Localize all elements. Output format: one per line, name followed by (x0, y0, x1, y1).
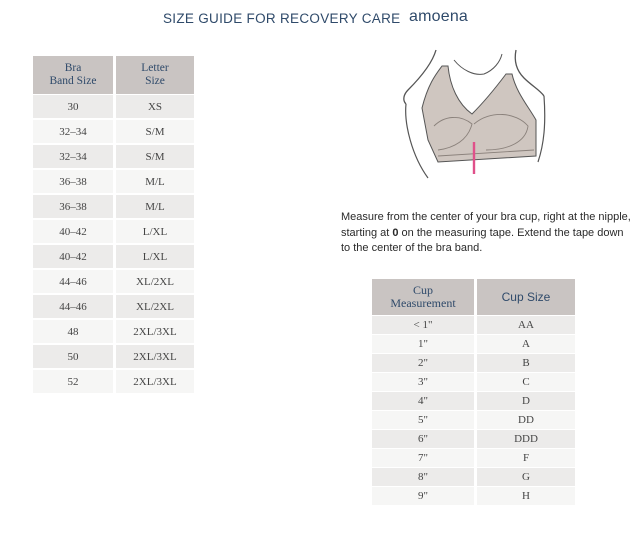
table-row (33, 195, 194, 220)
band-cell-first: 32–34 (33, 145, 116, 170)
band-cell-first: 48 (33, 320, 116, 345)
cup-cell-first: 2" (372, 354, 477, 373)
table-row (33, 320, 194, 345)
cup-cell-second: AA (477, 316, 575, 335)
band-cell-second: 2XL/3XL (116, 345, 194, 370)
cup-cell-first: 7" (372, 449, 477, 468)
band-cell-first: 52 (33, 370, 116, 395)
table-row (33, 220, 194, 245)
band-cell-second: S/M (116, 120, 194, 145)
neckline-outline (454, 54, 502, 74)
band-cell-first: 36–38 (33, 195, 116, 220)
band-cell-second: S/M (116, 145, 194, 170)
table-row (33, 295, 194, 320)
table-row (372, 487, 575, 506)
page-header (0, 10, 640, 30)
band-size-header: Bra Band Size (33, 56, 116, 95)
letter-size-header: Letter Size (116, 56, 194, 95)
band-cell-first: 44–46 (33, 295, 116, 320)
cup-table-body (372, 316, 575, 506)
table-row (33, 245, 194, 270)
instructions-text-2: on the measuring tape. Extend the tape down to the center of the bra band. (341, 226, 624, 254)
table-row (33, 145, 194, 170)
table-row (372, 335, 575, 354)
cup-cell-second: DDD (477, 430, 575, 449)
cup-measurement-header: Cup Measurement (372, 279, 477, 316)
band-cell-second: L/XL (116, 220, 194, 245)
table-row (372, 430, 575, 449)
cup-cell-second: C (477, 373, 575, 392)
band-cell-second: XL/2XL (116, 295, 194, 320)
cup-cell-first: 3" (372, 373, 477, 392)
bra-body (422, 66, 536, 162)
cup-cell-second: F (477, 449, 575, 468)
table-row (372, 468, 575, 487)
cup-cell-second: A (477, 335, 575, 354)
table-row (33, 370, 194, 395)
band-size-table (33, 56, 194, 395)
band-cell-first: 36–38 (33, 170, 116, 195)
page-title: SIZE GUIDE FOR RECOVERY CARE (163, 11, 401, 26)
instructions-zero: 0 (392, 226, 399, 239)
band-table-header-row (33, 56, 194, 95)
band-cell-second: XS (116, 95, 194, 120)
band-cell-first: 40–42 (33, 220, 116, 245)
shoulder-outline-right (515, 50, 544, 96)
cup-cell-first: 1" (372, 335, 477, 354)
band-cell-second: 2XL/3XL (116, 370, 194, 395)
table-row (33, 270, 194, 295)
table-row (372, 373, 575, 392)
cup-cell-first: 8" (372, 468, 477, 487)
band-table-body (33, 95, 194, 395)
table-row (33, 120, 194, 145)
cup-table-header-row (372, 279, 575, 316)
band-cell-first: 32–34 (33, 120, 116, 145)
band-cell-second: M/L (116, 170, 194, 195)
band-cell-first: 44–46 (33, 270, 116, 295)
band-cell-first: 40–42 (33, 245, 116, 270)
table-row (372, 449, 575, 468)
band-cell-second: 2XL/3XL (116, 320, 194, 345)
band-cell-first: 30 (33, 95, 116, 120)
cup-cell-first: 9" (372, 487, 477, 506)
cup-size-header: Cup Size (477, 279, 575, 316)
table-row (372, 411, 575, 430)
cup-cell-first: 5" (372, 411, 477, 430)
measurement-instructions (341, 210, 631, 257)
cup-size-table (372, 279, 575, 506)
table-row (33, 95, 194, 120)
instructions-text-1: Measure from the center of your bra cup, right at the nipple, starting at (341, 211, 631, 239)
table-row (33, 170, 194, 195)
brand-logo: amoena (409, 8, 469, 25)
cup-cell-second: H (477, 487, 575, 506)
table-row (33, 345, 194, 370)
band-cell-second: XL/2XL (116, 270, 194, 295)
table-row (372, 354, 575, 373)
cup-cell-first: 4" (372, 392, 477, 411)
table-row (372, 392, 575, 411)
table-row (372, 316, 575, 335)
cup-cell-first: 6" (372, 430, 477, 449)
band-cell-second: M/L (116, 195, 194, 220)
band-cell-first: 50 (33, 345, 116, 370)
bra-measurement-illustration (398, 44, 558, 194)
cup-cell-first: < 1" (372, 316, 477, 335)
band-cell-second: L/XL (116, 245, 194, 270)
cup-cell-second: B (477, 354, 575, 373)
cup-cell-second: DD (477, 411, 575, 430)
cup-cell-second: G (477, 468, 575, 487)
cup-cell-second: D (477, 392, 575, 411)
